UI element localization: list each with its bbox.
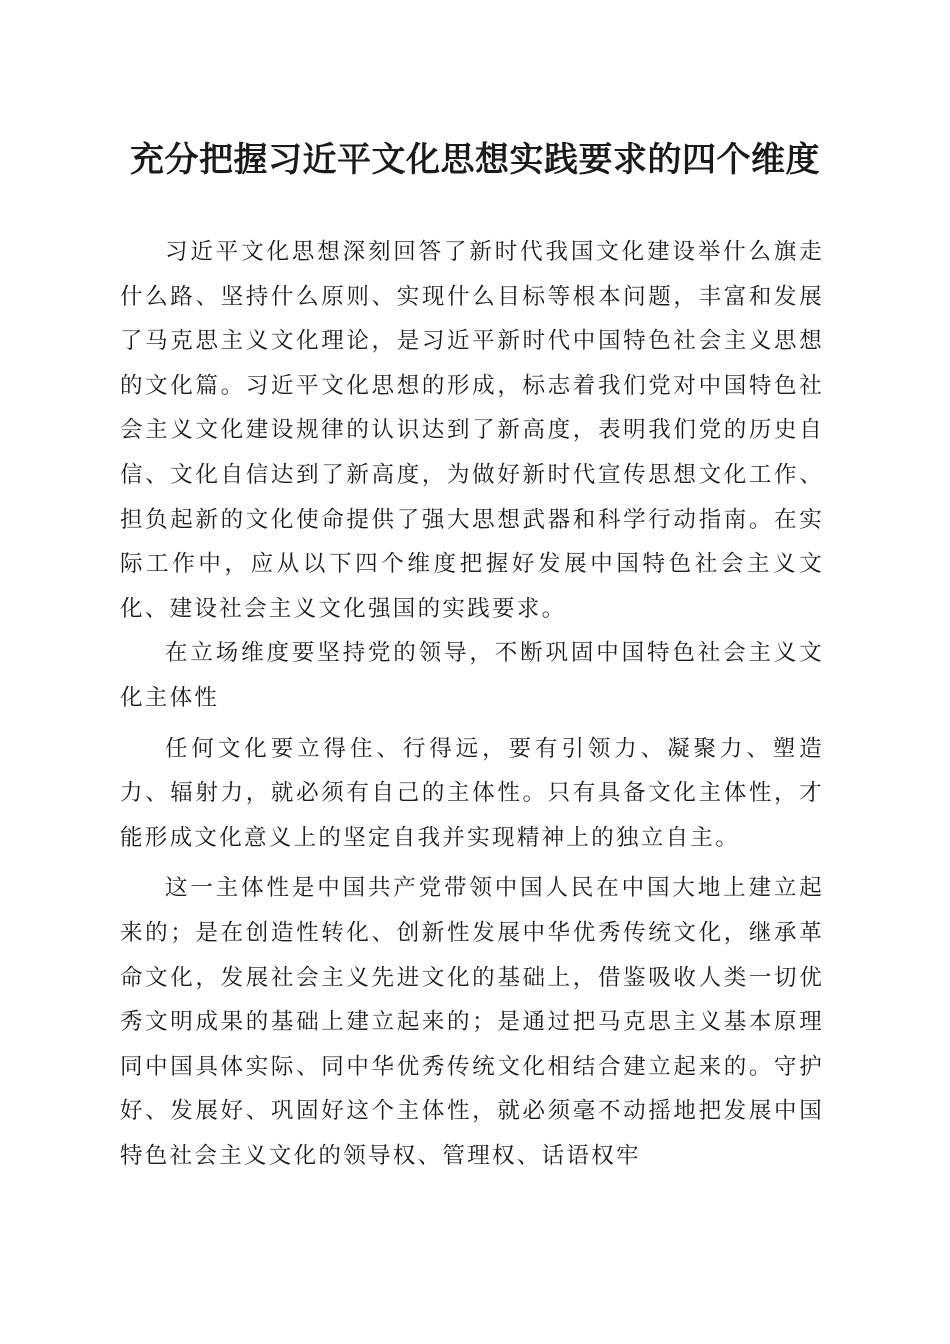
document-body [120, 230, 824, 1178]
paragraph-subjectivity: 任何文化要立得住、行得远，要有引领力、凝聚力、塑造力、辐射力，就必须有自己的主体性。只有具备文化主体性，才能形成文化意义上的坚定自我并实现精神上的独立自主。 [120, 735, 824, 851]
paragraph-intro: 习近平文化思想深刻回答了新时代我国文化建设举什么旗走什么路、坚持什么原则、实现什么目标等根本问题，丰富和发展了马克思主义文化理论，是习近平新时代中国特色社会主义思想的文化篇。习近平文化思想的形成，标志着我们党对中国特色社会主义文化建设规律的认识达到了新高度，表明我们党的历史自信、文化自信达到了新高度，为做好新时代宣传思想文化工作、担负起新的文化使命提供了强大思想武器和科学行动指南。在实际工作中，应从以下四个维度把握好发展中国特色社会主义文化、建设社会主义文化强国的实践要求。 [120, 239, 824, 622]
document-title: 充分把握习近平文化思想实践要求的四个维度 [130, 140, 820, 180]
paragraph-section-heading: 在立场维度要坚持党的领导，不断巩固中国特色社会主义文化主体性 [120, 640, 824, 711]
paragraph-foundation: 这一主体性是中国共产党带领中国人民在中国大地上建立起来的；是在创造性转化、创新性发展中华优秀传统文化，继承革命文化，发展社会主义先进文化的基础上，借鉴吸收人类一切优秀文明成果的基础上建立起来的；是通过把马克思主义基本原理同中国具体实际、同中华优秀传统文化相结合建立起来的。守护好、发展好、巩固好这个主体性，就必须毫不动摇地把发展中国特色社会主义文化的领导权、管理权、话语权牢 [120, 875, 824, 1169]
